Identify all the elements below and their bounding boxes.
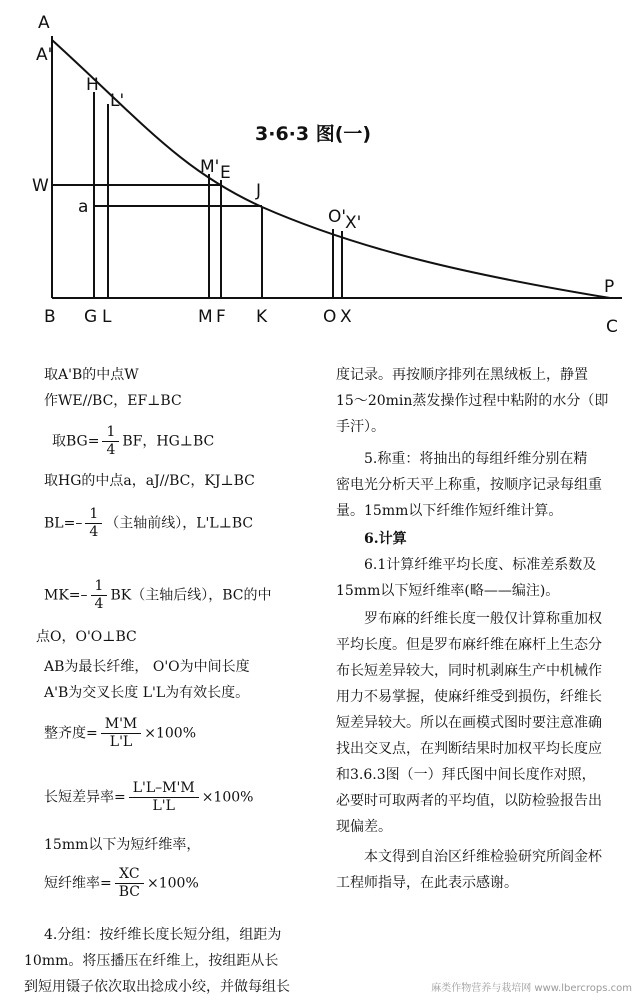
uniformity-suffix: ×100%	[144, 725, 197, 742]
label-H: H	[86, 75, 99, 95]
staple-curve	[52, 40, 610, 298]
right-line-13: 用力不易掌握，使麻纤维受到损伤，纤维长	[336, 689, 602, 705]
fraction-short-fiber	[115, 866, 144, 901]
right-line-6: 量。15mm以下纤维作短纤维计算。	[336, 503, 563, 519]
left-line-14: 4.分组：按纤维长度长短分组，组距为	[44, 927, 282, 943]
fraction-numerator: 1	[91, 578, 108, 596]
right-line-19: 本文得到自治区纤维检验研究所阎金杯	[364, 849, 602, 865]
right-line-5: 密电光分析天平上称重，按顺序记录每组重	[336, 477, 602, 493]
right-line-15: 找出交叉点，在判断结果时加权平均长度应	[336, 741, 602, 757]
fraction-denominator: 4	[94, 596, 104, 612]
right-line-17: 必要时可取两者的平均值，以防检验报告出	[336, 793, 602, 809]
label-A: A	[38, 13, 50, 33]
fraction-uniformity	[101, 716, 142, 751]
label-J: J	[256, 181, 262, 201]
section-heading-calculation: 6.计算	[364, 531, 407, 547]
right-line-4: 5.称重：将抽出的每组纤维分别在精	[364, 451, 588, 467]
right-line-11: 平均长度。但是罗布麻纤维在麻杆上生态分	[336, 637, 602, 653]
fraction-length-variance	[129, 780, 199, 815]
right-line-10: 罗布麻的纤维长度一般仅计算称重加权	[364, 611, 602, 627]
right-line-2: 15～20min蒸发操作过程中粘附的水分（即	[336, 393, 609, 409]
label-a: a	[78, 197, 89, 217]
label-O-prime: O'	[328, 207, 347, 227]
bl-def-prefix: BL=–	[44, 515, 83, 532]
fraction-numerator: XC	[115, 866, 144, 884]
fraction-numerator: M'M	[101, 716, 142, 734]
label-O: O	[323, 307, 337, 327]
left-line-3	[52, 424, 214, 459]
label-X-prime: X'	[345, 213, 362, 233]
right-line-3: 手汗）。	[336, 419, 385, 435]
label-C: C	[606, 317, 618, 337]
fraction-quarter	[85, 506, 102, 541]
label-P: P	[604, 277, 615, 297]
short-fiber-suffix: ×100%	[147, 875, 199, 892]
fraction-numerator: 1	[102, 424, 119, 442]
label-M: M	[198, 307, 213, 327]
right-line-16: 和3.6.3图（一）拜氏图中间长度作对照，	[336, 767, 596, 783]
label-E: E	[220, 163, 231, 183]
fraction-denominator: BC	[118, 884, 140, 900]
right-line-1: 度记录。再按顺序排列在黑绒板上，静置	[336, 367, 588, 383]
length-variance-suffix: ×100%	[201, 789, 254, 806]
label-G: G	[84, 307, 98, 327]
label-B: B	[44, 307, 56, 327]
short-fiber-prefix: 短纤维率=	[44, 875, 112, 892]
mk-def-suffix: BK（主轴后线），BC的中	[110, 587, 272, 604]
fraction-numerator: 1	[85, 506, 102, 524]
label-W: W	[32, 176, 49, 196]
fraction-numerator: L'L–M'M	[129, 780, 199, 798]
fraction-quarter	[102, 424, 119, 459]
fraction-denominator: 4	[89, 524, 99, 540]
site-watermark: 麻类作物营养与栽培网 www.lbercrops.com	[431, 983, 632, 994]
left-line-12: 15mm以下为短纤维率，	[44, 837, 201, 853]
bl-def-suffix: （主轴前线），L'L⊥BC	[105, 515, 254, 532]
left-line-4: 取HG的中点a，aJ//BC，KJ⊥BC	[44, 473, 255, 489]
right-line-20: 工程师指导，在此表示感谢。	[336, 875, 518, 891]
figure-title: 3·6·3 图(一)	[255, 123, 372, 145]
bg-def-prefix: 取BG=	[52, 433, 100, 450]
label-A-prime: A'	[36, 45, 53, 65]
length-variance-prefix: 长短差异率=	[44, 789, 126, 806]
label-X: X	[340, 307, 352, 327]
fraction-denominator: L'L	[109, 734, 133, 750]
right-line-12: 布长短差异较大，同时机剥麻生产中机械作	[336, 663, 602, 679]
left-line-7: 点O，O'O⊥BC	[36, 629, 137, 645]
label-K: K	[256, 307, 268, 327]
left-line-8: AB为最长纤维， O'O为中间长度	[44, 659, 250, 675]
right-line-14: 短差异较大。所以在画模式图时要注意准确	[336, 715, 602, 731]
left-line-13	[44, 866, 199, 901]
left-line-1: 取A'B的中点W	[44, 367, 139, 383]
left-line-16: 到短用镊子依次取出捻成小绞，并做每组长	[24, 979, 290, 995]
right-line-9: 15mm以下短纤维率(略——编注)。	[336, 583, 560, 599]
mk-def-prefix: MK=–	[44, 587, 88, 604]
left-line-2: 作WE//BC，EF⊥BC	[44, 393, 182, 409]
bg-def-suffix: BF，HG⊥BC	[122, 433, 215, 450]
left-line-11	[44, 780, 253, 815]
right-line-18: 现偏差。	[336, 819, 392, 835]
left-line-15: 10mm。将压播压在纤维上，按组距从长	[24, 953, 279, 969]
uniformity-prefix: 整齐度=	[44, 725, 98, 742]
label-F: F	[216, 307, 226, 327]
left-line-10	[44, 716, 196, 751]
right-line-8: 6.1计算纤维平均长度、标准差系数及	[364, 557, 597, 573]
diagram-figure	[0, 0, 640, 345]
label-M-prime: M'	[200, 157, 220, 177]
left-line-9: A'B为交叉长度 L'L为有效长度。	[44, 685, 250, 701]
label-L: L	[102, 307, 112, 327]
fraction-denominator: L'L	[152, 798, 175, 814]
label-L-prime: L'	[110, 91, 125, 111]
left-line-6	[44, 578, 271, 613]
left-line-5	[44, 506, 253, 541]
fraction-quarter	[91, 578, 108, 613]
fraction-denominator: 4	[106, 442, 116, 458]
